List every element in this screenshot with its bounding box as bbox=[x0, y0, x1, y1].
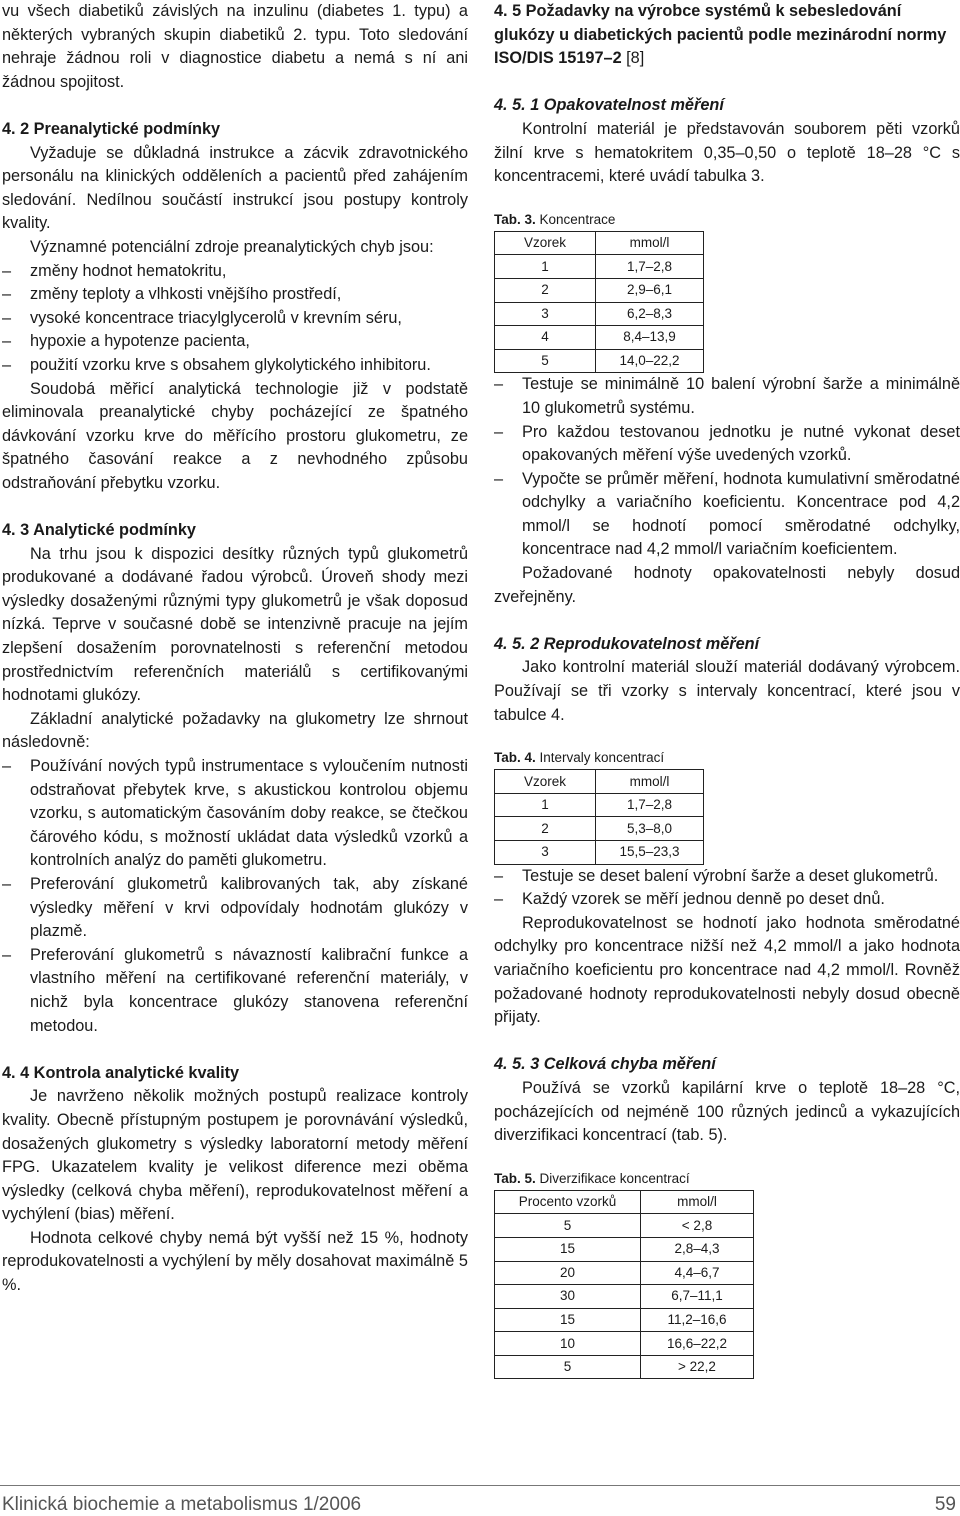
table-cell: 6,7–11,1 bbox=[641, 1285, 754, 1309]
section-heading-4-4: 4. 4 Kontrola analytické kvality bbox=[2, 1063, 240, 1082]
table-row bbox=[495, 326, 704, 350]
table-cell: 10 bbox=[495, 1332, 641, 1356]
table-cell: 5,3–8,0 bbox=[596, 817, 704, 841]
table-caption bbox=[494, 749, 960, 767]
table-row bbox=[495, 817, 704, 841]
table-cell: 15 bbox=[495, 1308, 641, 1332]
paragraph: Je navrženo několik možných postupů realizace kontroly kvality. Obecně přístupným postupem je porovnávání výsledků, dosažených glukometry s výsledky laboratorní metody měření FPG. Ukazatelem kvality je velikost diference mezi oběma výsledky (celková chyba měření), reprodukovatelnost měření a vychýlení (bias) měření. bbox=[2, 1087, 468, 1224]
list-item: – Preferování glukometrů kalibrovaných tak, aby získané výsledky měření v krvi odpovídaly hodnotám glukózy v plazmě. bbox=[2, 873, 468, 944]
table-label: Tab. 5. bbox=[494, 1170, 536, 1186]
column-header: mmol/l bbox=[596, 231, 704, 255]
table-row bbox=[495, 1308, 754, 1332]
table-cell: 15,5–23,3 bbox=[596, 841, 704, 865]
heading-text: 4. 5 Požadavky na výrobce systémů k sebesledování glukózy u diabetických pacientů podle mezinárodní normy ISO/DIS 15197–2 bbox=[494, 2, 947, 68]
preanalytic-error-list bbox=[2, 260, 468, 378]
list-item: – hypoxie a hypotenze pacienta, bbox=[2, 330, 468, 354]
table-cell: 5 bbox=[495, 1214, 641, 1238]
list-item: – Preferování glukometrů s návazností kalibrační funkce a vlastního měření na certifikované referenční materiály, v nichž byla koncentrace glukózy stanovena referenční metodou. bbox=[2, 944, 468, 1038]
list-item: – Každý vzorek se měří jednou denně po deset dnů. bbox=[494, 888, 960, 912]
left-column bbox=[2, 0, 468, 1298]
table-header-row bbox=[495, 770, 704, 794]
table-row bbox=[495, 1261, 754, 1285]
section-heading-4-3: 4. 3 Analytické podmínky bbox=[2, 521, 196, 540]
footer-divider bbox=[0, 1485, 960, 1486]
table-header-row bbox=[495, 1190, 754, 1214]
table-row bbox=[495, 1214, 754, 1238]
table-row bbox=[495, 1332, 754, 1356]
table-3 bbox=[494, 231, 704, 374]
table-cell: 20 bbox=[495, 1261, 641, 1285]
table-caption bbox=[494, 211, 960, 229]
intro-paragraph: vu všech diabetiků závislých na inzulinu (diabetes 1. typu) a některých vybraných skupin diabetiků 2. typu. Toto sledování nehraje žádnou roli v diagnostice diabetu a nemá s ní ani žádnou spojitost. bbox=[2, 2, 468, 91]
table-cell: 11,2–16,6 bbox=[641, 1308, 754, 1332]
paragraph: Kontrolní materiál je představován souborem pěti vzorků žilní krve s hematokritem 0,35–0,50 o teplotě 18–28 °C s koncentracemi, které uvádí tabulka 3. bbox=[494, 119, 960, 186]
table-cell: 1,7–2,8 bbox=[596, 793, 704, 817]
table-cell: 2,9–6,1 bbox=[596, 278, 704, 302]
list-item: – vysoké koncentrace triacylglycerolů v krevním séru, bbox=[2, 307, 468, 331]
table-cell: 3 bbox=[495, 841, 596, 865]
table-cell: 5 bbox=[495, 1355, 641, 1379]
paragraph: Vyžaduje se důkladná instrukce a zácvik zdravotnického personálu na klinických odděleních a pacientů před zahájením sledování. Nedílnou součástí instrukcí jsou postupy kontroly kvality. bbox=[2, 143, 468, 233]
table-cell: 2 bbox=[495, 278, 596, 302]
procedure-list bbox=[494, 865, 960, 912]
table-cell: 16,6–22,2 bbox=[641, 1332, 754, 1356]
paragraph: Reprodukovatelnost se hodnotí jako hodnota směrodatné odchylky pro koncentrace nižší než 4,2 mmol/l a jako hodnota variačního koeficientu pro koncentrace nad 4,2 mmol/l. Rovněž požadované hodnoty reprodukovatelnosti nebyly dosud obecně přijaty. bbox=[494, 913, 960, 1027]
paragraph: Významné potenciální zdroje preanalytických chyb jsou: bbox=[30, 237, 434, 256]
section-heading-4-2: 4. 2 Preanalytické podmínky bbox=[2, 119, 221, 138]
section-heading-4-5-3: 4. 5. 3 Celková chyba měření bbox=[494, 1055, 716, 1074]
paragraph: Používá se vzorků kapilární krve o teplotě 18–28 °C, pocházejících od nejméně 100 různých jedinců a vykazujících diverzifikaci koncentrací (tab. 5). bbox=[494, 1078, 960, 1145]
table-label: Tab. 3. bbox=[494, 211, 536, 227]
procedure-list bbox=[494, 373, 960, 562]
table-row bbox=[495, 1285, 754, 1309]
table-cell: 2 bbox=[495, 817, 596, 841]
paragraph: Hodnota celkové chyby nemá být vyšší než 15 %, hodnoty reprodukovatelnosti a vychýlení by měly dosahovat maximálně 5 %. bbox=[2, 1228, 468, 1295]
table-cell: 30 bbox=[495, 1285, 641, 1309]
table-title: Intervaly koncentrací bbox=[539, 750, 665, 766]
column-header: mmol/l bbox=[596, 770, 704, 794]
table-cell: 5 bbox=[495, 349, 596, 373]
table-header-row bbox=[495, 231, 704, 255]
right-column bbox=[494, 0, 960, 1379]
table-title: Koncentrace bbox=[539, 211, 616, 227]
section-heading-4-5-1: 4. 5. 1 Opakovatelnost měření bbox=[494, 96, 724, 115]
table-title: Diverzifikace koncentrací bbox=[539, 1170, 690, 1186]
table-cell: 4 bbox=[495, 326, 596, 350]
table-cell: < 2,8 bbox=[641, 1214, 754, 1238]
table-row bbox=[495, 1355, 754, 1379]
table-cell: 8,4–13,9 bbox=[596, 326, 704, 350]
table-row bbox=[495, 793, 704, 817]
table-4 bbox=[494, 769, 704, 864]
table-cell: 1,7–2,8 bbox=[596, 255, 704, 279]
section-heading-4-5 bbox=[494, 0, 960, 71]
table-caption bbox=[494, 1170, 960, 1188]
table-5 bbox=[494, 1190, 754, 1380]
table-row bbox=[495, 255, 704, 279]
reference-citation: [8] bbox=[626, 49, 645, 68]
table-row bbox=[495, 1237, 754, 1261]
list-item: – změny teploty a vlhkosti vnějšího prostředí, bbox=[2, 283, 468, 307]
column-header: Vzorek bbox=[495, 770, 596, 794]
table-cell: 6,2–8,3 bbox=[596, 302, 704, 326]
paragraph: Na trhu jsou k dispozici desítky různých typů glukometrů produkované a dodávané řadou výrobců. Úroveň shody mezi výsledky dosaženými různými typy glukometrů je však doposud nízká. Teprve v současné době se intenzivně pracuje na jejím zlepšení dosažením porovnatelnosti s referenční metodou prostřednictvím referenčních materiálů s certifikovanými hodnotami glukózy. bbox=[2, 544, 468, 705]
column-header: Vzorek bbox=[495, 231, 596, 255]
footer-journal-name: Klinická biochemie a metabolismus 1/2006 bbox=[2, 1494, 362, 1515]
list-item: – Vypočte se průměr měření, hodnota kumulativní směrodatné odchylky a variačního koeficientu. Koncentrace pod 4,2 mmol/l se hodnotí pomocí směrodatné odchylky, koncentrace nad 4,2 mmol/l variačním koeficientem. bbox=[494, 468, 960, 562]
table-cell: > 22,2 bbox=[641, 1355, 754, 1379]
table-row bbox=[495, 302, 704, 326]
section-heading-4-5-2: 4. 5. 2 Reprodukovatelnost měření bbox=[494, 634, 760, 653]
list-item: – Testuje se deset balení výrobní šarže a deset glukometrů. bbox=[494, 865, 960, 889]
table-row bbox=[495, 841, 704, 865]
column-header: Procento vzorků bbox=[495, 1190, 641, 1214]
table-cell: 15 bbox=[495, 1237, 641, 1261]
paragraph: Soudobá měřicí analytická technologie již v podstatě eliminovala preanalytické chyby pocházející ze špatného dávkování vzorku krve do měřícího prostoru glukometru, ze špatného časování reakce a z nevhodného způsobu odstraňování přebytku vzorku. bbox=[2, 379, 468, 492]
table-cell: 3 bbox=[495, 302, 596, 326]
table-cell: 1 bbox=[495, 793, 596, 817]
list-item: – Používání nových typů instrumentace s vyloučením nutnosti odstraňovat přebytek krve, s akustickou kontrolou objemu vzorku, s automatickým časováním doby reakce, se čtečkou čárového kódu, s možností ukládat data výsledků vzorků a kontrolních analýz do paměti glukometru. bbox=[2, 755, 468, 873]
page-number: 59 bbox=[934, 1494, 956, 1515]
list-item: – Pro každou testovanou jednotku je nutné vykonat deset opakovaných měření výše uvedených vzorků. bbox=[494, 421, 960, 468]
table-cell: 2,8–4,3 bbox=[641, 1237, 754, 1261]
list-item: – změny hodnot hematokritu, bbox=[2, 260, 468, 284]
table-cell: 14,0–22,2 bbox=[596, 349, 704, 373]
paragraph: Základní analytické požadavky na glukometry lze shrnout následovně: bbox=[2, 709, 468, 752]
paragraph: Požadované hodnoty opakovatelnosti nebyly dosud zveřejněny. bbox=[494, 564, 960, 606]
list-item: – Testuje se minimálně 10 balení výrobní šarže a minimálně 10 glukometrů systému. bbox=[494, 373, 960, 420]
table-row bbox=[495, 349, 704, 373]
table-row bbox=[495, 278, 704, 302]
table-label: Tab. 4. bbox=[494, 750, 536, 766]
table-cell: 1 bbox=[495, 255, 596, 279]
paragraph: Jako kontrolní materiál slouží materiál dodávaný výrobcem. Používají se tři vzorky s intervaly koncentrací, které jsou v tabulce 4. bbox=[494, 658, 960, 724]
requirements-list bbox=[2, 755, 468, 1038]
table-cell: 4,4–6,7 bbox=[641, 1261, 754, 1285]
list-item: – použití vzorku krve s obsahem glykolytického inhibitoru. bbox=[2, 354, 468, 378]
column-header: mmol/l bbox=[641, 1190, 754, 1214]
